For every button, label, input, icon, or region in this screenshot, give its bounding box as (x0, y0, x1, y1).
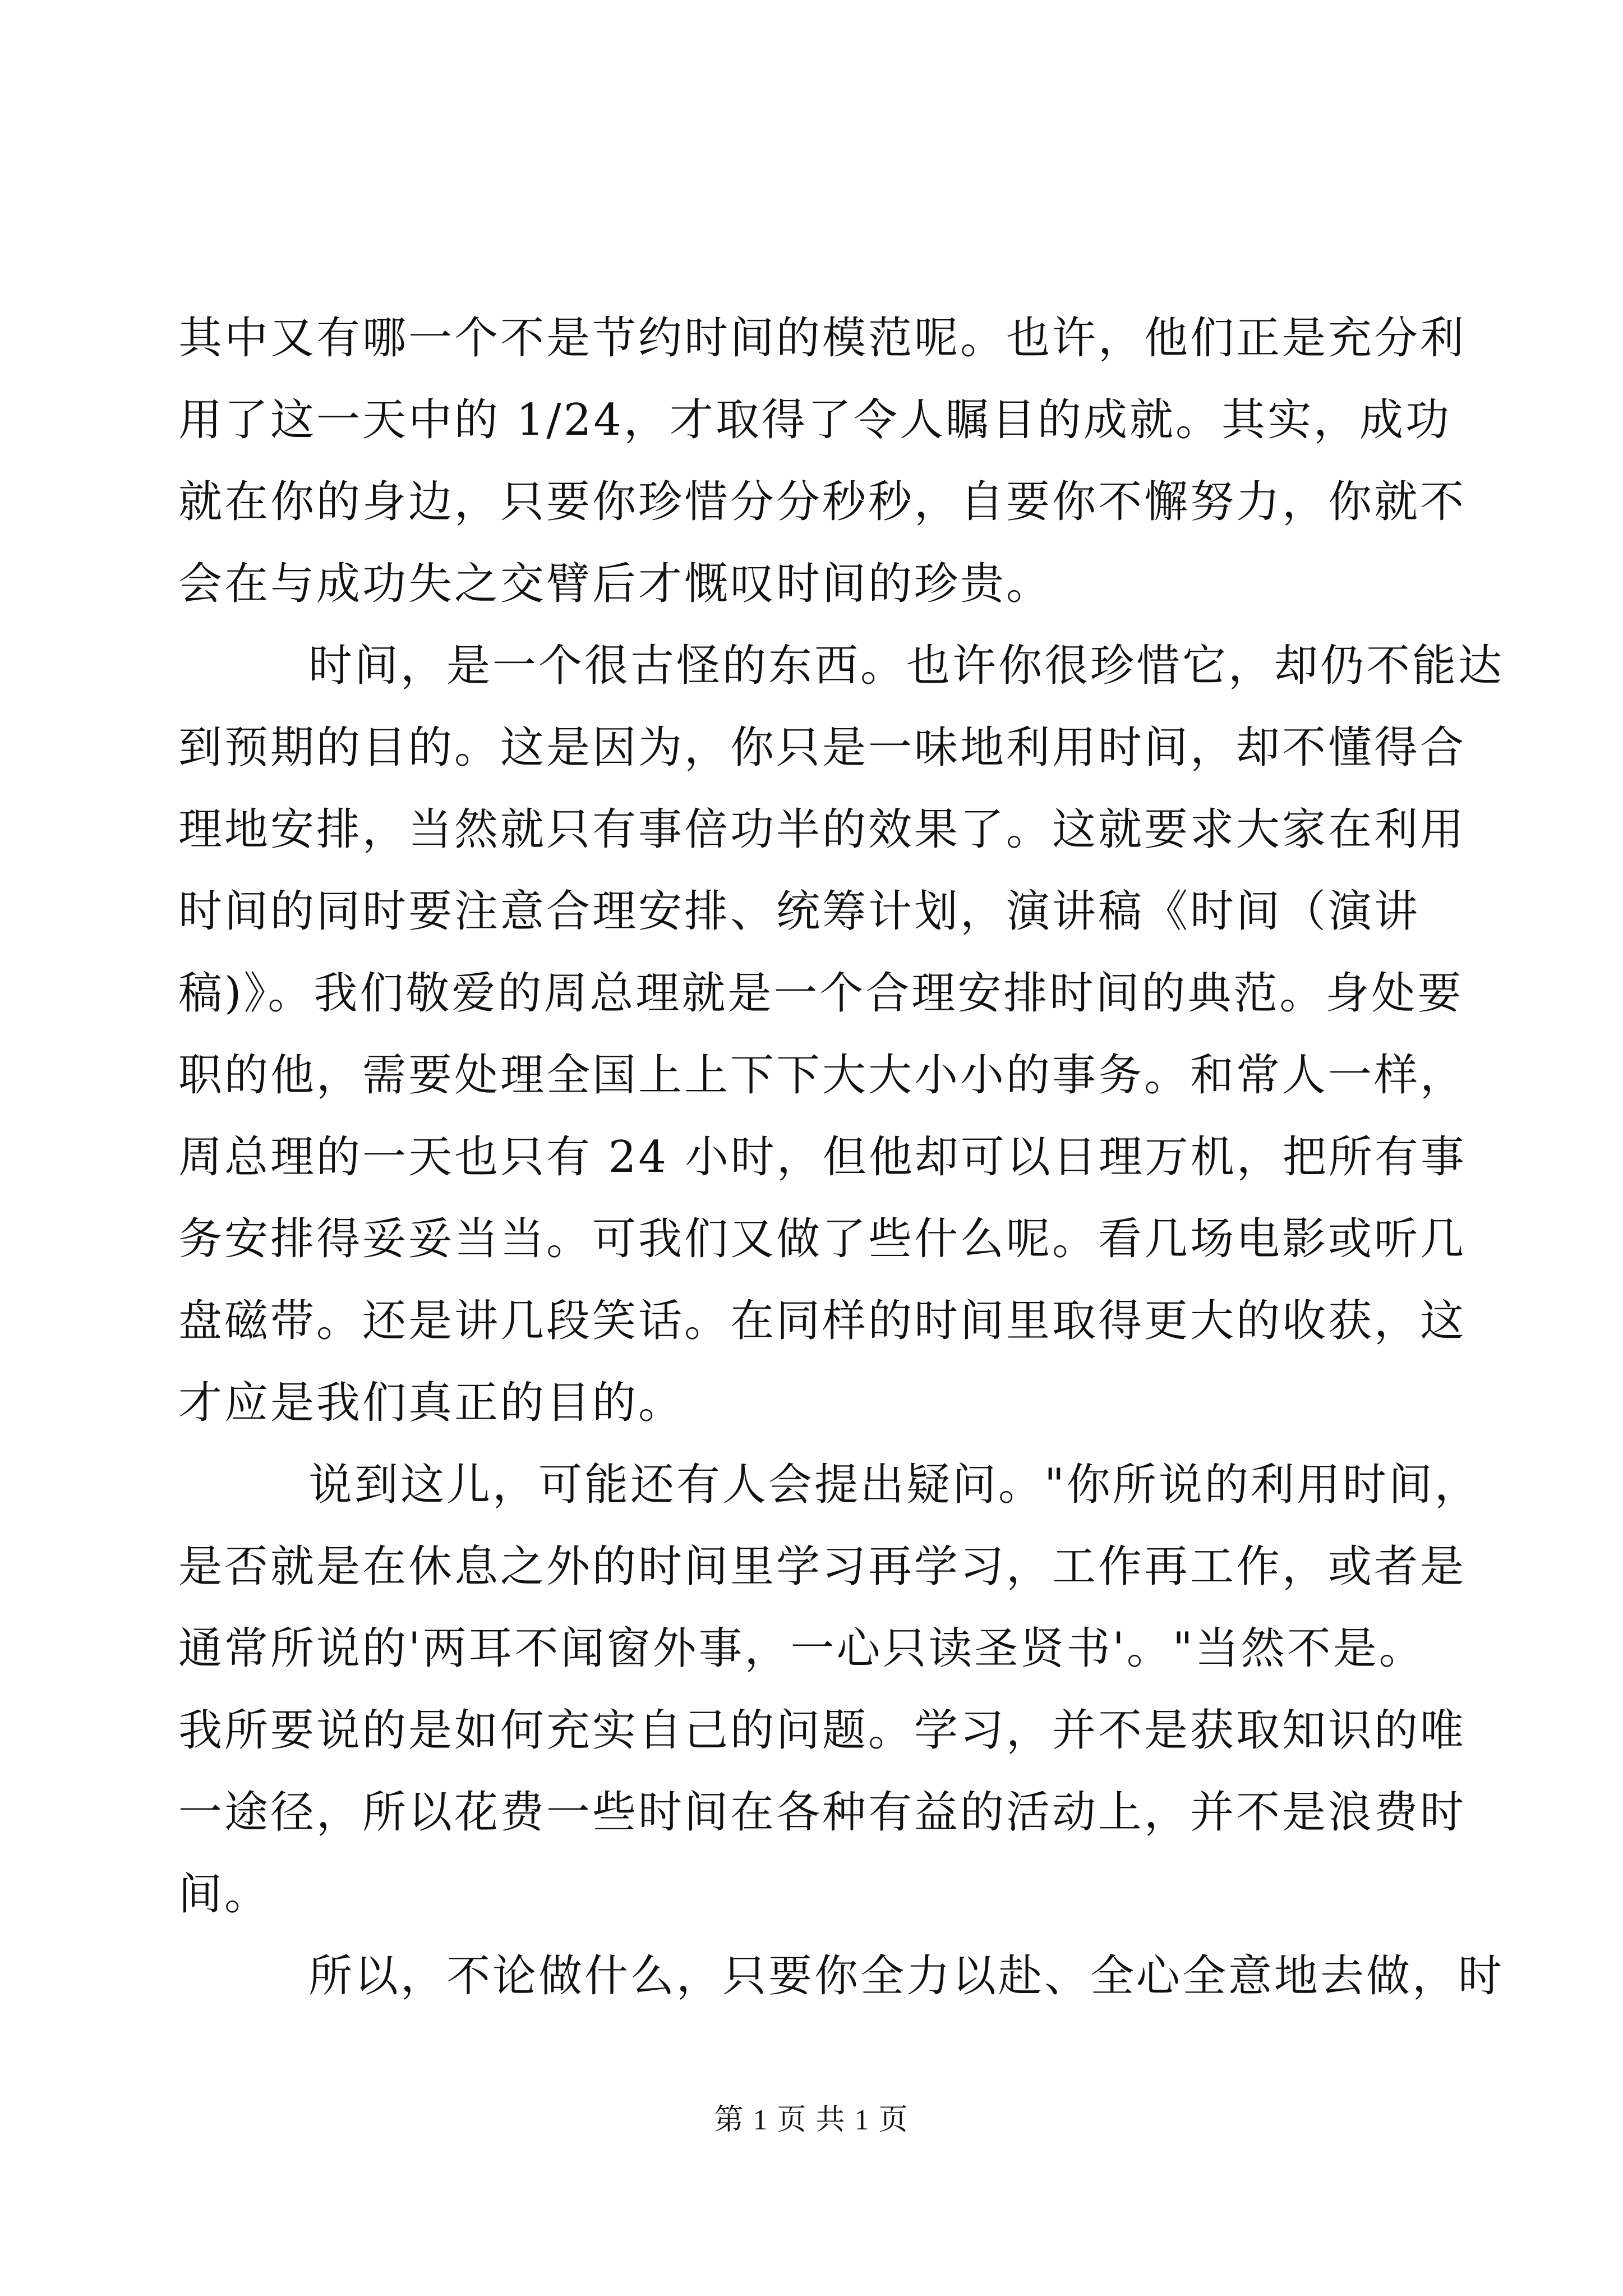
paragraph-start-line: 时间，是一个很古怪的东西。也许你很珍惜它，却仍不能达 (308, 641, 1505, 691)
text-line: 盘磁带。还是讲几段笑话。在同样的时间里取得更大的收获，这 (178, 1296, 1467, 1346)
paragraph-start-line: 所以，不论做什么，只要你全力以赴、全心全意地去做，时 (308, 1951, 1505, 2001)
text-line: 理地安排，当然就只有事倍功半的效果了。这就要求大家在利用 (178, 804, 1467, 855)
text-line: 我所要说的是如何充实自己的问题。学习，并不是获取知识的唯 (178, 1705, 1467, 1756)
body-text (178, 297, 1505, 2017)
text-line: 通常所说的'两耳不闻窗外事，一心只读圣贤书'。"当然不是。 (178, 1623, 1425, 1674)
text-line: 稿)》。我们敬爱的周总理就是一个合理安排时间的典范。身处要 (178, 968, 1464, 1019)
text-line: 一途径，所以花费一些时间在各种有益的活动上，并不是浪费时 (178, 1787, 1467, 1838)
text-line: 周总理的一天也只有 24 小时，但他却可以日理万机，把所有事 (178, 1132, 1467, 1182)
text-line: 职的他，需要处理全国上上下下大大小小的事务。和常人一样， (178, 1050, 1467, 1101)
page-footer: 第 1 页 共 1 页 (714, 2104, 909, 2136)
text-line: 是否就是在休息之外的时间里学习再学习，工作再工作，或者是 (178, 1542, 1467, 1592)
text-line: 到预期的目的。这是因为，你只是一味地利用时间，却不懂得合 (178, 723, 1467, 773)
text-line: 时间的同时要注意合理安排、统筹计划，演讲稿《时间（演讲 (178, 886, 1421, 937)
text-line: 用了这一天中的 1/24，才取得了令人瞩目的成就。其实，成功 (178, 395, 1451, 445)
text-line: 会在与成功失之交臂后才慨叹时间的珍贵。 (178, 559, 1053, 609)
text-line: 务安排得妥妥当当。可我们又做了些什么呢。看几场电影或听几 (178, 1214, 1467, 1264)
text-line: 间。 (178, 1869, 271, 1920)
text-line: 才应是我们真正的目的。 (178, 1378, 685, 1428)
text-line: 就在你的身边，只要你珍惜分分秒秒，自要你不懈努力，你就不 (178, 477, 1467, 527)
text-line: 其中又有哪一个不是节约时间的模范呢。也许，他们正是充分利 (178, 313, 1467, 364)
paragraph-start-line: 说到这儿，可能还有人会提出疑问。"你所说的利用时间， (308, 1460, 1481, 1510)
